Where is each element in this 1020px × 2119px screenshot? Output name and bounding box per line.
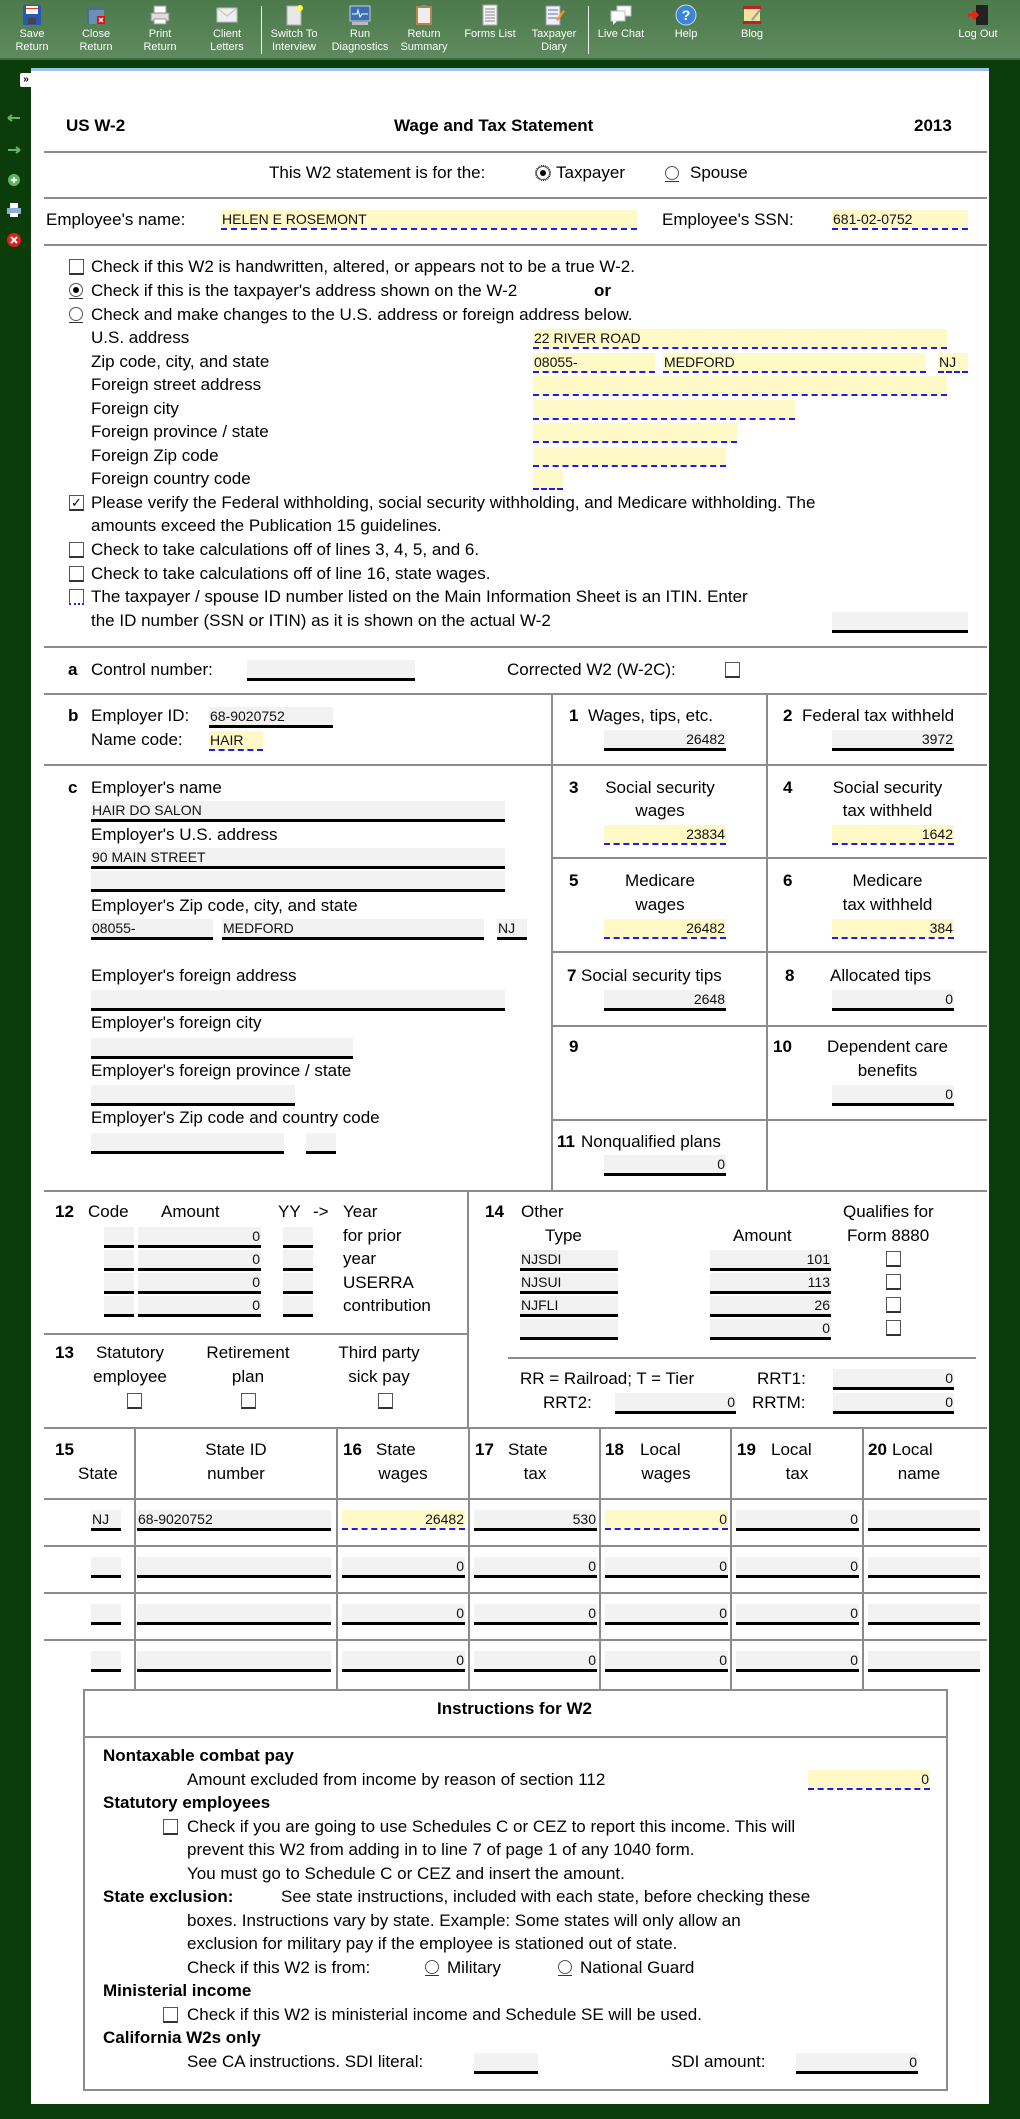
foreign-street-field[interactable] bbox=[533, 376, 947, 396]
box-14-type-field[interactable]: NJFLI bbox=[520, 1296, 618, 1317]
rrt2-field[interactable]: 0 bbox=[615, 1393, 736, 1414]
combat-pay-heading: Nontaxable combat pay bbox=[103, 1746, 294, 1765]
sdi-amount-field[interactable]: 0 bbox=[796, 2053, 918, 2074]
statutory-line-3: You must go to Schedule C or CEZ and insert the amount. bbox=[187, 1864, 625, 1883]
divider bbox=[44, 1592, 987, 1594]
retirement-plan-checkbox[interactable] bbox=[241, 1393, 256, 1409]
third-party-sick-pay-checkbox[interactable] bbox=[378, 1393, 393, 1409]
foreign-province-field[interactable] bbox=[533, 423, 737, 443]
statutory-line-2: prevent this W2 from adding in to line 7 of page 1 of any 1040 form. bbox=[187, 1840, 695, 1859]
box-6-medicare-tax-field[interactable]: 384 bbox=[832, 919, 954, 939]
box-2-number: 2 bbox=[783, 706, 793, 725]
box-7-number: 7 bbox=[567, 966, 577, 985]
verify-withholding-label-2: amounts exceed the Publication 15 guidelines. bbox=[91, 516, 442, 535]
box-14-qualifies-label-1: Qualifies for bbox=[843, 1202, 934, 1221]
employer-zip-label: Employer's Zip code, city, and state bbox=[91, 896, 358, 915]
box-4-label-1: Social security bbox=[832, 778, 943, 797]
local-name-field[interactable] bbox=[868, 1604, 980, 1625]
col-20-number: 20 bbox=[868, 1440, 887, 1459]
col-state-id-label-2: number bbox=[207, 1464, 265, 1483]
close-return-label-2: Return bbox=[79, 41, 113, 53]
box-12-amount-field[interactable]: 0 bbox=[138, 1273, 261, 1294]
col-16-number: 16 bbox=[343, 1440, 362, 1459]
employer-country-code-field[interactable] bbox=[306, 1133, 336, 1154]
state-field[interactable]: NJ bbox=[938, 353, 968, 373]
box-12-yy-field[interactable] bbox=[283, 1273, 313, 1294]
employer-state-field[interactable]: NJ bbox=[497, 919, 527, 940]
calc-lines-3456-label: Check to take calculations off of lines 3, 4, 5, and 6. bbox=[91, 540, 480, 559]
local-wages-field[interactable]: 0 bbox=[605, 1557, 728, 1578]
third-party-sick-pay-label-2: sick pay bbox=[348, 1367, 410, 1386]
retirement-plan-label-2: plan bbox=[231, 1367, 265, 1386]
local-tax-field[interactable]: 0 bbox=[736, 1557, 859, 1578]
employer-foreign-province-label: Employer's foreign province / state bbox=[91, 1061, 352, 1080]
employee-ssn-field[interactable]: 681-02-0752 bbox=[832, 210, 968, 230]
run-diagnostics-label-2: Diagnostics bbox=[331, 41, 389, 53]
box-12-code-field[interactable] bbox=[104, 1250, 134, 1271]
col-19-label-1: Local bbox=[771, 1440, 812, 1459]
divider bbox=[44, 1427, 987, 1429]
employer-foreign-address-field[interactable] bbox=[91, 990, 505, 1011]
combat-pay-field[interactable]: 0 bbox=[808, 1770, 930, 1790]
box-12-amount-label: Amount bbox=[161, 1202, 220, 1221]
box-12-amount-field[interactable]: 0 bbox=[138, 1227, 261, 1248]
military-label: Military bbox=[447, 1958, 501, 1977]
box-12-note-1: Year bbox=[343, 1202, 378, 1221]
form-8880-checkbox[interactable] bbox=[886, 1251, 901, 1267]
box-6-label-1: Medicare bbox=[852, 871, 923, 890]
box-6-label-2: tax withheld bbox=[842, 895, 933, 914]
box-5-number: 5 bbox=[569, 871, 579, 890]
box-12-amount-field[interactable]: 0 bbox=[138, 1296, 261, 1317]
state-tax-field[interactable]: 530 bbox=[474, 1510, 597, 1531]
box-12-amount-field[interactable]: 0 bbox=[138, 1250, 261, 1271]
box-11-label: Nonqualified plans bbox=[581, 1132, 721, 1151]
form-8880-checkbox[interactable] bbox=[886, 1320, 901, 1336]
client-letters-label-1: Client bbox=[212, 28, 242, 40]
foreign-city-field[interactable] bbox=[533, 400, 795, 420]
rrt1-field[interactable]: 0 bbox=[833, 1369, 954, 1390]
box-5-label-1: Medicare bbox=[625, 871, 695, 890]
statutory-employee-label-2: employee bbox=[93, 1367, 167, 1386]
box-14-type-field[interactable]: NJSUI bbox=[520, 1273, 618, 1294]
employer-address-field-2[interactable] bbox=[91, 871, 505, 892]
calc-lines-3456-checkbox[interactable] bbox=[69, 542, 84, 558]
rrtm-field[interactable]: 0 bbox=[833, 1393, 954, 1414]
box-6-number: 6 bbox=[783, 871, 793, 890]
switch-to-interview-label-1: Switch To bbox=[270, 28, 318, 40]
box-14-qualifies-label-2: Form 8880 bbox=[847, 1226, 930, 1245]
verify-withholding-checkbox[interactable]: ✓ bbox=[69, 495, 84, 511]
rrt1-label: RRT1: bbox=[757, 1369, 806, 1388]
check-from-label: Check if this W2 is from: bbox=[187, 1958, 371, 1977]
box-a-letter: a bbox=[68, 660, 78, 679]
box-12-code-label: Code bbox=[88, 1202, 129, 1221]
col-20-label-1: Local bbox=[892, 1440, 933, 1459]
divider bbox=[44, 646, 987, 648]
tax-year: 2013 bbox=[914, 116, 952, 135]
box-5-medicare-wages-field[interactable]: 26482 bbox=[604, 919, 726, 939]
foreign-country-label: Foreign country code bbox=[91, 469, 251, 488]
box-7-label: Social security tips bbox=[581, 966, 722, 985]
divider bbox=[44, 1639, 987, 1641]
col-state-id-label-1: State ID bbox=[205, 1440, 267, 1459]
state-exclusion-heading: State exclusion: bbox=[103, 1887, 234, 1906]
box-10-label-2: benefits bbox=[857, 1061, 918, 1080]
grid-line bbox=[552, 1119, 987, 1121]
box-7-ss-tips-field[interactable]: 2648 bbox=[604, 990, 726, 1011]
box-14-type-label: Type bbox=[545, 1226, 582, 1245]
divider bbox=[44, 1498, 987, 1500]
taxpayer-label: Taxpayer bbox=[556, 163, 625, 182]
taxpayer-diary-label-1: Taxpayer bbox=[531, 28, 577, 40]
box-2-label: Federal tax withheld bbox=[802, 706, 955, 725]
retirement-plan-label-1: Retirement bbox=[206, 1343, 290, 1362]
employer-foreign-city-field[interactable] bbox=[91, 1038, 353, 1059]
divider bbox=[44, 151, 987, 153]
california-heading: California W2s only bbox=[103, 2028, 261, 2047]
calc-line-16-checkbox[interactable] bbox=[69, 566, 84, 582]
radio-underline bbox=[69, 298, 83, 299]
rrt2-label: RRT2: bbox=[543, 1393, 592, 1412]
box-12-yy-label: YY bbox=[278, 1202, 301, 1221]
corrected-w2-checkbox[interactable] bbox=[725, 662, 740, 678]
state-id-field[interactable] bbox=[137, 1651, 331, 1672]
ministerial-income-label: Check if this W2 is ministerial income and Schedule SE will be used. bbox=[187, 2005, 702, 2024]
employer-zip-field[interactable]: 08055- bbox=[91, 919, 213, 940]
rrtm-label: RRTM: bbox=[752, 1393, 806, 1412]
box-12-note-5: contribution bbox=[343, 1296, 431, 1315]
state-tax-field[interactable]: 0 bbox=[474, 1651, 597, 1672]
box-12-yy-field[interactable] bbox=[283, 1250, 313, 1271]
spouse-radio-underline bbox=[665, 181, 679, 182]
employer-foreign-city-label: Employer's foreign city bbox=[91, 1013, 262, 1032]
run-diagnostics-label-1: Run bbox=[349, 28, 371, 40]
state-wages-field[interactable]: 0 bbox=[342, 1651, 465, 1672]
col-17-number: 17 bbox=[475, 1440, 494, 1459]
change-address-label: Check and make changes to the U.S. address or foreign address below. bbox=[91, 305, 633, 324]
spouse-radio[interactable] bbox=[665, 166, 679, 180]
state-field[interactable] bbox=[91, 1557, 121, 1578]
name-code-label: Name code: bbox=[91, 730, 183, 749]
employer-foreign-zip-label: Employer's Zip code and country code bbox=[91, 1108, 380, 1127]
forms-list-label: Forms List bbox=[464, 28, 516, 40]
col-16-label-2: wages bbox=[378, 1464, 428, 1483]
employer-foreign-province-field[interactable] bbox=[91, 1085, 295, 1106]
employer-name-field[interactable]: HAIR DO SALON bbox=[91, 801, 505, 822]
blog-label: Blog bbox=[740, 28, 764, 40]
state-exclusion-line-1: See state instructions, included with each state, before checking these bbox=[281, 1887, 811, 1906]
box-11-number: 11 bbox=[557, 1132, 575, 1151]
spouse-label: Spouse bbox=[690, 163, 748, 182]
ca-instructions-label: See CA instructions. SDI literal: bbox=[187, 2052, 424, 2071]
grid-line bbox=[552, 857, 987, 859]
employer-address-field-1[interactable]: 90 MAIN STREET bbox=[91, 848, 505, 869]
grid-line bbox=[467, 1191, 469, 1427]
box-10-number: 10 bbox=[773, 1037, 792, 1056]
control-number-field[interactable] bbox=[247, 660, 415, 681]
form-8880-checkbox[interactable] bbox=[886, 1274, 901, 1290]
box-12-code-field[interactable] bbox=[104, 1296, 134, 1317]
statutory-schedule-c-checkbox[interactable] bbox=[163, 1819, 178, 1835]
divider bbox=[44, 197, 987, 199]
taxpayer-diary-label-2: Diary bbox=[541, 41, 567, 53]
state-field[interactable] bbox=[91, 1651, 121, 1672]
employer-id-field[interactable]: 68-9020752 bbox=[209, 707, 333, 728]
state-exclusion-line-2: boxes. Instructions vary by state. Example: Some states will only allow an bbox=[187, 1911, 741, 1930]
log-out-label: Log Out bbox=[958, 28, 998, 40]
state-exclusion-line-3: exclusion for military pay if the employee is stationed out of state. bbox=[187, 1934, 678, 1953]
foreign-zip-field[interactable] bbox=[533, 447, 726, 467]
close-return-label-1: Close bbox=[81, 28, 111, 40]
box-1-label: Wages, tips, etc. bbox=[588, 706, 714, 725]
print-return-label-2: Return bbox=[143, 41, 177, 53]
col-20-label-2: name bbox=[897, 1464, 941, 1483]
col-15-number: 15 bbox=[55, 1440, 74, 1459]
itin-label-2: the ID number (SSN or ITIN) as it is shown on the actual W-2 bbox=[91, 611, 551, 630]
taxpayer-address-radio[interactable] bbox=[69, 283, 83, 297]
statutory-employee-checkbox[interactable] bbox=[127, 1393, 142, 1409]
employer-address-label: Employer's U.S. address bbox=[91, 825, 278, 844]
box-12-yy-field[interactable] bbox=[283, 1227, 313, 1248]
box-13-number: 13 bbox=[55, 1343, 74, 1362]
collapse-sidebar-button[interactable]: » bbox=[20, 73, 32, 87]
save-return-label-2: Return bbox=[15, 41, 49, 53]
box-14-amount-label: Amount bbox=[733, 1226, 792, 1245]
employer-city-field[interactable]: MEDFORD bbox=[222, 919, 484, 940]
radio-underline bbox=[558, 1975, 572, 1976]
box-3-label-2: wages bbox=[635, 801, 685, 820]
foreign-zip-label: Foreign Zip code bbox=[91, 446, 219, 465]
grid-line bbox=[552, 951, 987, 953]
box-10-dependent-care-field[interactable]: 0 bbox=[832, 1085, 954, 1106]
save-return-label-1: Save bbox=[19, 28, 45, 40]
statutory-employee-label-1: Statutory bbox=[95, 1343, 165, 1362]
local-wages-field[interactable]: 0 bbox=[605, 1510, 728, 1530]
us-address-field[interactable]: 22 RIVER ROAD bbox=[533, 329, 947, 349]
employer-name-label: Employer's name bbox=[91, 778, 222, 797]
box-12-note-4: USERRA bbox=[343, 1273, 414, 1292]
box-14-amount-field[interactable]: 101 bbox=[710, 1250, 831, 1271]
state-wages-field[interactable]: 26482 bbox=[342, 1510, 465, 1530]
employer-id-label: Employer ID: bbox=[91, 706, 190, 725]
divider bbox=[44, 1545, 987, 1547]
box-5-label-2: wages bbox=[635, 895, 685, 914]
radio-underline bbox=[69, 322, 83, 323]
box-10-label-1: Dependent care bbox=[827, 1037, 948, 1056]
state-id-field[interactable]: 68-9020752 bbox=[137, 1510, 331, 1531]
col-19-number: 19 bbox=[737, 1440, 756, 1459]
calc-line-16-label: Check to take calculations off of line 16, state wages. bbox=[91, 564, 491, 583]
taxpayer-address-label: Check if this is the taxpayer's address shown on the W-2 bbox=[91, 281, 518, 300]
box-12-arrow: -> bbox=[313, 1202, 329, 1221]
local-name-field[interactable] bbox=[868, 1557, 980, 1578]
box-2-federal-tax-field[interactable]: 3972 bbox=[832, 730, 954, 751]
foreign-city-label: Foreign city bbox=[91, 399, 179, 418]
itin-checkbox[interactable] bbox=[69, 589, 84, 605]
verify-withholding-label-1: Please verify the Federal withholding, social security withholding, and Medicare withholding. The bbox=[91, 493, 816, 512]
box-3-number: 3 bbox=[569, 778, 579, 797]
state-id-field[interactable] bbox=[137, 1604, 331, 1625]
box-c-letter: c bbox=[68, 778, 78, 797]
box-12-note-2: for prior bbox=[343, 1226, 402, 1245]
instructions-title: Instructions for W2 bbox=[437, 1699, 592, 1718]
col-18-label-1: Local bbox=[640, 1440, 681, 1459]
railroad-note: RR = Railroad; T = Tier bbox=[520, 1369, 695, 1388]
local-wages-field[interactable]: 0 bbox=[605, 1651, 728, 1672]
box-8-allocated-tips-field[interactable]: 0 bbox=[832, 990, 954, 1011]
help-label: Help bbox=[674, 28, 698, 40]
print-return-label-1: Print bbox=[148, 28, 172, 40]
corrected-w2-label: Corrected W2 (W-2C): bbox=[507, 660, 676, 679]
col-19-label-2: tax bbox=[785, 1464, 809, 1483]
client-letters-label-2: Letters bbox=[210, 41, 244, 53]
ministerial-income-checkbox[interactable] bbox=[163, 2007, 178, 2023]
box-4-number: 4 bbox=[783, 778, 793, 797]
state-tax-field[interactable]: 0 bbox=[474, 1604, 597, 1625]
grid-line bbox=[551, 694, 553, 1190]
local-name-field[interactable] bbox=[868, 1510, 980, 1531]
itin-id-field[interactable] bbox=[832, 612, 968, 633]
box-14-type-field[interactable]: NJSDI bbox=[520, 1250, 618, 1271]
handwritten-label: Check if this W2 is handwritten, altered, or appears not to be a true W-2. bbox=[91, 257, 635, 276]
box-14-amount-field[interactable]: 113 bbox=[710, 1273, 831, 1294]
divider bbox=[508, 1357, 976, 1359]
live-chat-label: Live Chat bbox=[597, 28, 645, 40]
national-guard-label: National Guard bbox=[580, 1958, 695, 1977]
col-16-label-1: State bbox=[376, 1440, 416, 1459]
statement-for-label: This W2 statement is for the: bbox=[269, 163, 486, 182]
box-12-yy-field[interactable] bbox=[283, 1296, 313, 1317]
col-18-label-2: wages bbox=[641, 1464, 691, 1483]
local-tax-field[interactable]: 0 bbox=[736, 1510, 859, 1531]
divider bbox=[44, 693, 987, 695]
return-summary-label-2: Summary bbox=[400, 41, 448, 53]
handwritten-checkbox[interactable] bbox=[69, 259, 84, 275]
box-1-number: 1 bbox=[569, 706, 579, 725]
divider bbox=[44, 244, 987, 246]
name-code-field[interactable]: HAIR bbox=[209, 731, 263, 751]
box-8-number: 8 bbox=[785, 966, 795, 985]
state-wages-field[interactable]: 0 bbox=[342, 1557, 465, 1578]
combat-pay-label: Amount excluded from income by reason of section 112 bbox=[187, 1770, 606, 1789]
col-15-label: State bbox=[78, 1464, 118, 1483]
box-11-nonqualified-field[interactable]: 0 bbox=[604, 1155, 726, 1176]
grid-line bbox=[766, 694, 768, 1190]
box-1-wages-field[interactable]: 26482 bbox=[604, 730, 726, 751]
state-field[interactable] bbox=[91, 1604, 121, 1625]
divider bbox=[83, 1736, 946, 1738]
box-4-ss-tax-field[interactable]: 1642 bbox=[832, 825, 954, 845]
employee-name-field[interactable]: HELEN E ROSEMONT bbox=[221, 210, 637, 230]
box-12-code-field[interactable] bbox=[104, 1273, 134, 1294]
grid-line bbox=[552, 1025, 987, 1027]
box-4-label-2: tax withheld bbox=[842, 801, 933, 820]
or-label: or bbox=[594, 281, 611, 300]
box-9-number: 9 bbox=[569, 1037, 579, 1056]
svg-text:?: ? bbox=[681, 7, 691, 23]
divider bbox=[44, 1190, 987, 1192]
employee-name-label: Employee's name: bbox=[46, 210, 186, 229]
state-field[interactable]: NJ bbox=[91, 1510, 121, 1531]
foreign-province-label: Foreign province / state bbox=[91, 422, 269, 441]
local-tax-field[interactable]: 0 bbox=[736, 1604, 859, 1625]
box-b-letter: b bbox=[68, 706, 79, 725]
itin-label-1: The taxpayer / spouse ID number listed on the Main Information Sheet is an ITIN. Enter bbox=[91, 587, 748, 606]
local-tax-field[interactable]: 0 bbox=[736, 1651, 859, 1672]
col-18-number: 18 bbox=[605, 1440, 624, 1459]
change-address-radio[interactable] bbox=[69, 307, 83, 321]
form-id: US W-2 bbox=[66, 116, 126, 135]
national-guard-radio[interactable] bbox=[558, 1960, 572, 1974]
col-17-label-1: State bbox=[508, 1440, 548, 1459]
taxpayer-radio[interactable] bbox=[536, 166, 550, 180]
employer-foreign-zip-field[interactable] bbox=[91, 1133, 284, 1154]
radio-underline bbox=[425, 1975, 439, 1976]
local-name-field[interactable] bbox=[868, 1651, 980, 1672]
local-wages-field[interactable]: 0 bbox=[605, 1604, 728, 1625]
statutory-line-1: Check if you are going to use Schedules C or CEZ to report this income. This will bbox=[187, 1817, 796, 1836]
control-number-label: Control number: bbox=[91, 660, 213, 679]
divider bbox=[44, 1333, 468, 1335]
box-12-note-3: year bbox=[343, 1249, 377, 1268]
page-title: Wage and Tax Statement bbox=[394, 116, 594, 135]
state-wages-field[interactable]: 0 bbox=[342, 1604, 465, 1625]
employer-foreign-address-label: Employer's foreign address bbox=[91, 966, 297, 985]
box-14-type-field[interactable] bbox=[520, 1319, 618, 1340]
sdi-amount-label: SDI amount: bbox=[671, 2052, 766, 2071]
box-12-number: 12 bbox=[55, 1202, 74, 1221]
city-field[interactable]: MEDFORD bbox=[663, 353, 926, 373]
state-tax-field[interactable]: 0 bbox=[474, 1557, 597, 1578]
military-radio[interactable] bbox=[425, 1960, 439, 1974]
foreign-country-field[interactable] bbox=[533, 470, 563, 490]
form-8880-checkbox[interactable] bbox=[886, 1297, 901, 1313]
box-14-other-label: Other bbox=[521, 1202, 564, 1221]
box-8-label: Allocated tips bbox=[830, 966, 932, 985]
state-id-field[interactable] bbox=[137, 1557, 331, 1578]
divider bbox=[44, 764, 987, 766]
box-12-code-field[interactable] bbox=[104, 1227, 134, 1248]
zip-city-state-label: Zip code, city, and state bbox=[91, 352, 270, 371]
box-14-amount-field[interactable]: 0 bbox=[710, 1319, 831, 1340]
zip-field[interactable]: 08055- bbox=[533, 353, 655, 373]
col-17-label-2: tax bbox=[523, 1464, 547, 1483]
sdi-literal-field[interactable] bbox=[474, 2053, 538, 2074]
employee-ssn-label: Employee's SSN: bbox=[662, 210, 794, 229]
box-3-ss-wages-field[interactable]: 23834 bbox=[604, 825, 726, 845]
box-14-amount-field[interactable]: 26 bbox=[710, 1296, 831, 1317]
foreign-street-label: Foreign street address bbox=[91, 375, 262, 394]
box-14-number: 14 bbox=[485, 1202, 504, 1221]
divider bbox=[83, 1689, 946, 1691]
statutory-employees-heading: Statutory employees bbox=[103, 1793, 271, 1812]
return-summary-label-1: Return bbox=[407, 28, 441, 40]
switch-to-interview-label-2: Interview bbox=[271, 41, 317, 53]
box-3-label-1: Social security bbox=[605, 778, 715, 797]
us-address-label: U.S. address bbox=[91, 328, 190, 347]
ministerial-income-heading: Ministerial income bbox=[103, 1981, 252, 2000]
third-party-sick-pay-label-1: Third party bbox=[338, 1343, 420, 1362]
